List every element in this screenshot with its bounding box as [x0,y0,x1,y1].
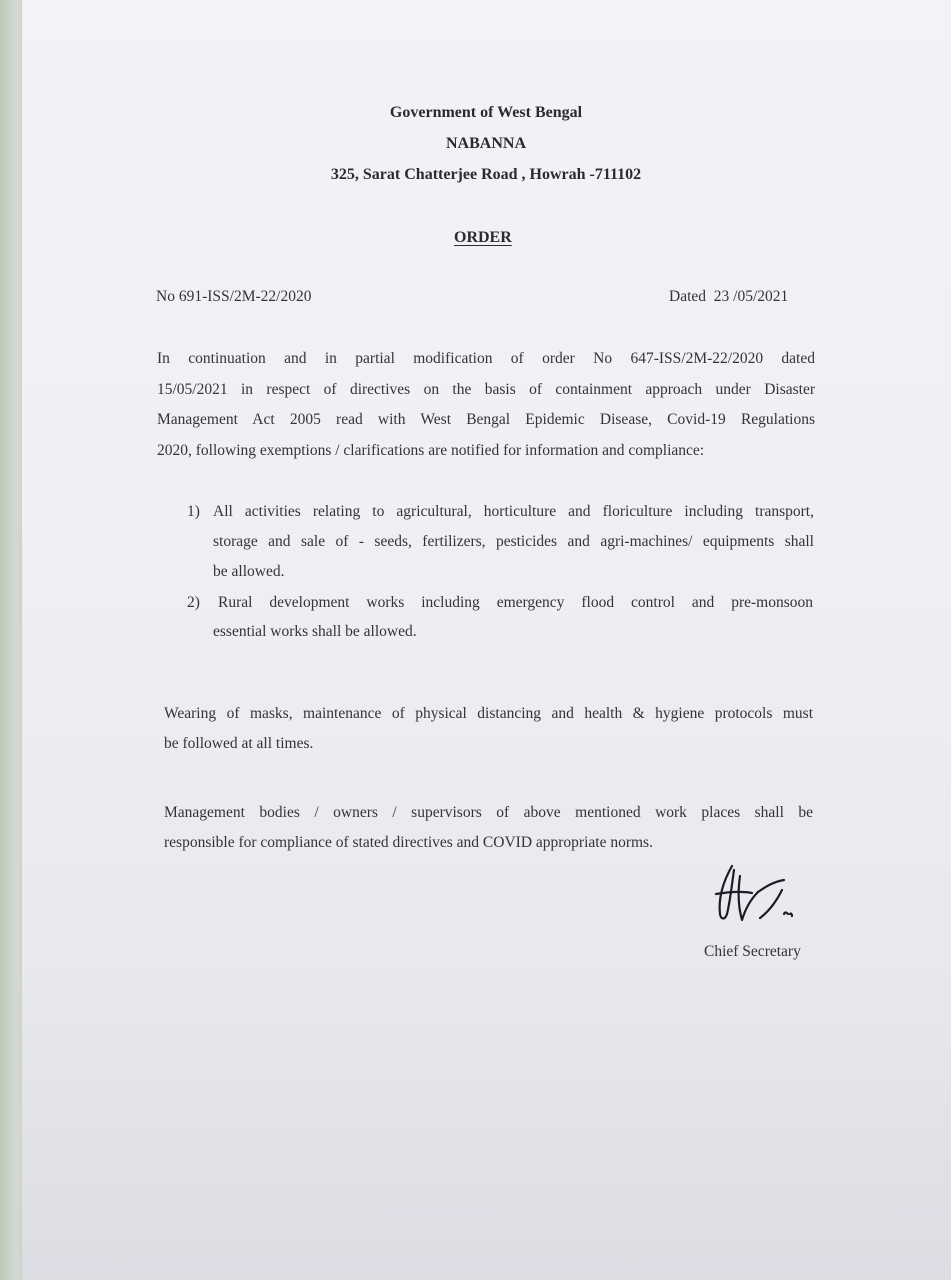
management-line-2: responsible for compliance of stated directives and COVID appropriate norms. [164,834,653,851]
intro-line-4: 2020, following exemptions / clarifications are notified for information and compliance: [157,442,705,459]
masks-line-2: be followed at all times. [164,735,314,752]
signatory-designation: Chief Secretary [704,943,801,960]
header-government: Government of West Bengal [389,104,583,121]
item-2-marker: 2) [187,594,200,611]
management-line-1: Management bodies / owners / supervisors of above mentioned work places shall be [164,804,813,821]
header-address: 325, Sarat Chatterjee Road , Howrah -711102 [330,166,642,183]
intro-line-2: 15/05/2021 in respect of directives on the basis of containment approach under Disaster [157,381,815,398]
item-1-line-1: All activities relating to agricultural, horticulture and floriculture including transport, [213,503,814,520]
intro-line-1: In continuation and in partial modification of order No 647-ISS/2M-22/2020 dated [157,350,815,367]
header-office: NABANNA [446,135,526,152]
intro-line-3: Management Act 2005 read with West Bengal Epidemic Disease, Covid-19 Regulations [157,411,815,428]
document-page [22,0,951,1280]
order-number: No 691-ISS/2M-22/2020 [156,288,312,305]
order-title: ORDER [454,229,512,246]
item-2-line-1: Rural development works including emergency flood control and pre-monsoon [218,594,813,611]
item-1-marker: 1) [187,503,200,520]
item-1-line-3: be allowed. [213,563,285,580]
item-1-line-2: storage and sale of - seeds, fertilizers, pesticides and agri-machines/ equipments shall [213,533,814,550]
signature [712,862,802,930]
order-date: Dated 23 /05/2021 [669,288,789,305]
masks-line-1: Wearing of masks, maintenance of physical distancing and health & hygiene protocols must [164,705,813,722]
item-2-line-2: essential works shall be allowed. [213,623,417,640]
